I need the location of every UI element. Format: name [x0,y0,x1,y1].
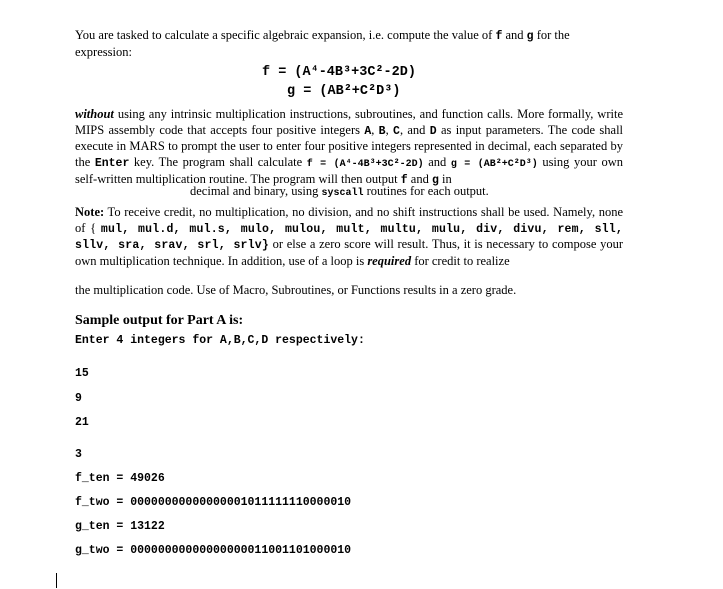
inline-g-symbol: g [431,174,439,187]
param-a: A [364,124,372,138]
intro-text-end: for the expression: [75,28,570,59]
body-text-4: key. The program shall calculate [129,154,307,169]
note-paragraph-tail: the multiplication code. Use of Macro, Subroutines, or Functions results in a zero grade. [75,283,517,297]
inline-f-expression: f = (A⁴-4B³+3C²-2D) [306,158,424,170]
body-comma-2: , [385,122,394,137]
body-text-5: and [423,154,451,169]
sample-input-c: 21 [75,416,89,429]
param-b: B [378,124,386,138]
body-comma-1: , [371,122,379,137]
body-text-10: routines for each output. [363,184,489,198]
syscall-term: syscall [321,188,364,199]
enter-key-name: Enter [94,156,130,170]
note-required: required [367,253,412,268]
body-text-7: and [407,172,432,186]
note-label: Note: [75,205,105,219]
inline-f-symbol: f [400,174,408,187]
sample-f-ten: f_ten = 49026 [75,472,165,485]
sample-input-b: 9 [75,392,82,405]
intro-and-text: and [502,28,527,42]
param-c: C [393,124,400,138]
equation-g: g = (AB²+C²D³) [287,84,401,99]
intro-text: You are tasked to calculate a specific algebraic expansion, i.e. compute the value of [75,28,496,42]
param-d: D [429,124,437,138]
body-without: without [75,107,114,121]
body-text-9: decimal and binary, using [190,184,322,198]
sample-input-a: 15 [75,367,89,380]
sample-g-two: g_two = 00000000000000000011001101000010 [75,544,352,557]
intro-g-symbol: g [526,30,534,43]
equation-f: f = (A⁴-4B³+3C²-2D) [262,65,416,80]
sample-input-d: 3 [75,448,82,461]
body-text-8: in [438,172,452,186]
note-text-3: for credit to realize [411,253,510,268]
body-text-6: using your own self-written multiplication routine. The program will then output [75,154,623,186]
forbidden-instructions: mul, mul.d, mul.s, mulo, mulou, mult, multu, mulu, div, divu, rem, sll, sllv, sra, srav, srl, srlv} [75,222,623,252]
text-cursor [56,573,57,588]
intro-paragraph [75,28,623,60]
sample-f-two: f_two = 00000000000000001011111110000010 [75,496,352,509]
sample-g-ten: g_ten = 13122 [75,520,165,533]
body-text-2: , and [399,122,430,137]
note-text-1: To receive credit, no multiplication, no division, and no shift instructions shall be used. Namely, none of { [75,205,623,235]
note-text-2: or else a zero score will result. Thus, it is necessary to compose your own multiplication technique. In addition, use of a loop is [75,237,623,268]
note-paragraph [75,205,623,269]
body-paragraph [75,107,623,189]
body-text-3: as input parameters. The code shall execute in MARS to prompt the user to enter four positive integers represented in decimal, each separated by the [75,122,624,169]
sample-prompt: Enter 4 integers for A,B,C,D respectively: [75,334,365,347]
intro-f-symbol: f [495,30,503,43]
sample-output-heading: Sample output for Part A is: [75,313,244,328]
body-text-1: using any intrinsic multiplication instructions, subroutines, and function calls. More formally, write MIPS assembly code that accepts four positive integers [75,107,623,137]
inline-g-expression: g = (AB²+C²D³) [450,158,538,170]
body-paragraph-tail [190,184,630,202]
